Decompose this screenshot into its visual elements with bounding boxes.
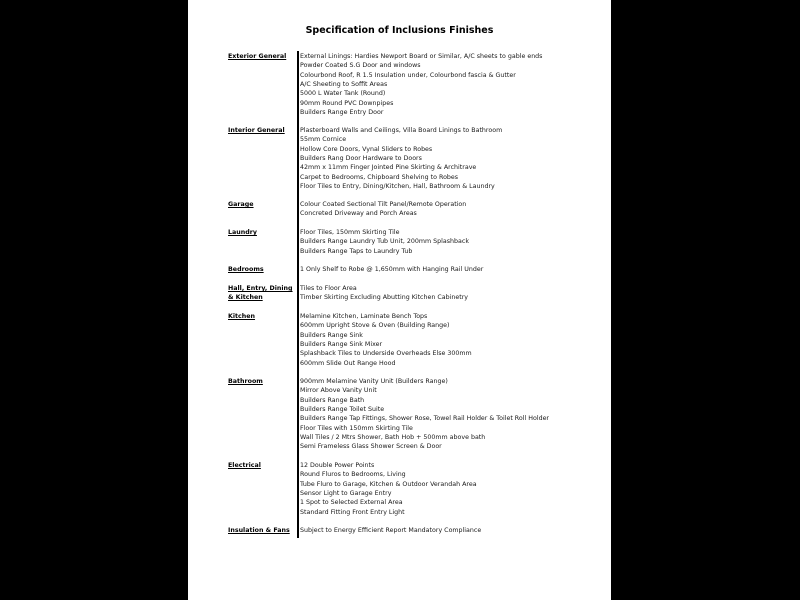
section-label: Bedrooms xyxy=(228,266,264,273)
list-item: Floor Tiles, 150mm Skirting Tile xyxy=(300,229,400,236)
list-item: 5000 L Water Tank (Round) xyxy=(300,90,386,98)
list-item: Tiles to Floor Area xyxy=(300,285,357,292)
list-item: 600mm Slide Out Range Hood xyxy=(300,359,396,367)
list-item: Builders Range Taps to Laundry Tub xyxy=(300,247,413,255)
list-item: Plasterboard Walls and Ceilings, Villa Board Linings to Bathroom xyxy=(300,127,503,134)
section-items xyxy=(300,265,610,274)
list-item: Builders Range Entry Door xyxy=(300,109,384,117)
list-item: Builders Range Tap Fittings, Shower Rose, Towel Rail Holder & Toilet Roll Holder xyxy=(300,415,550,423)
document-page xyxy=(188,0,611,600)
list-item: Builders Range Sink xyxy=(300,331,363,339)
list-item: 12 Double Power Points xyxy=(300,462,375,469)
list-item: Sensor Light to Garage Entry xyxy=(300,490,392,498)
section-label: Garage xyxy=(228,201,254,208)
section-items xyxy=(300,377,610,452)
list-item: 55mm Cornice xyxy=(300,136,347,144)
section-label: Bathroom xyxy=(228,378,263,385)
list-item: Hollow Core Doors, Vynal Sliders to Robes xyxy=(300,145,433,153)
list-item: Colour Coated Sectional Tilt Panel/Remote Operation xyxy=(300,201,467,208)
section-items xyxy=(300,228,610,256)
list-item: Carpet to Bedrooms, Chipboard Shelving to Robes xyxy=(300,173,459,181)
list-item: A/C Sheeting to Soffit Areas xyxy=(300,81,388,89)
list-item: 900mm Melamine Vanity Unit (Builders Range) xyxy=(300,378,448,385)
list-item: Round Fluros to Bedrooms, Living xyxy=(300,471,406,479)
list-item: 600mm Upright Stove & Oven (Building Range) xyxy=(300,322,450,330)
section-label: Electrical xyxy=(228,462,261,469)
section-label: Insulation & Fans xyxy=(228,527,290,534)
list-item: 42mm x 11mm Finger Jointed Pine Skirting & Architrave xyxy=(300,164,477,172)
list-item: 90mm Round PVC Downpipes xyxy=(300,99,394,107)
column-divider xyxy=(297,51,299,538)
section-label: Laundry xyxy=(228,229,257,236)
section-label: Hall, Entry, Dining & Kitchen xyxy=(228,285,293,302)
list-item: Floor Tiles with 150mm Skirting Tile xyxy=(300,424,413,432)
section-label: Kitchen xyxy=(228,313,256,320)
list-item: Builders Rang Door Hardware to Doors xyxy=(300,155,422,163)
section-items xyxy=(300,312,610,368)
section-items xyxy=(300,526,610,535)
list-item: Powder Coated S.G Door and windows xyxy=(300,62,421,70)
list-item: Tube Fluro to Garage, Kitchen & Outdoor Verandah Area xyxy=(300,480,477,488)
list-item: Colourbond Roof, R 1.5 Insulation under, Colourbond fascia & Gutter xyxy=(300,71,516,79)
section-label: Interior General xyxy=(228,127,285,134)
section-items xyxy=(300,126,610,191)
list-item: 1 Spot to Selected External Area xyxy=(300,499,403,507)
list-item: Splashback Tiles to Underside Overheads Else 300mm xyxy=(300,350,472,358)
list-item: Melamine Kitchen, Laminate Bench Tops xyxy=(300,313,428,320)
list-item: Standard Fitting Front Entry Light xyxy=(300,508,405,516)
list-item: External Linings: Hardies Newport Board or Similar, A/C sheets to gable ends xyxy=(300,53,543,60)
list-item: Timber Skirting Excluding Abutting Kitchen Cabinetry xyxy=(300,294,469,302)
list-item: Mirror Above Vanity Unit xyxy=(300,387,377,395)
list-item: 1 Only Shelf to Robe @ 1,650mm with Hanging Rail Under xyxy=(300,266,484,273)
list-item: Floor Tiles to Entry, Dining/Kitchen, Hall, Bathroom & Laundry xyxy=(300,183,495,191)
list-item: Builders Range Bath xyxy=(300,396,365,404)
list-item: Builders Range Laundry Tub Unit, 200mm Splashback xyxy=(300,238,470,246)
document-title: Specification of Inclusions Finishes xyxy=(305,25,494,36)
list-item: Concreted Driveway and Porch Areas xyxy=(300,210,417,218)
list-item: Wall Tiles / 2 Mtrs Shower, Bath Hob + 500mm above bath xyxy=(300,434,486,442)
section-items xyxy=(300,200,610,219)
list-item: Builders Range Toilet Suite xyxy=(300,406,385,414)
section-items xyxy=(300,461,610,517)
list-item: Subject to Energy Efficient Report Mandatory Compliance xyxy=(300,527,482,534)
section-items xyxy=(300,52,610,117)
section-label: Exterior General xyxy=(228,53,287,60)
list-item: Builders Range Sink Mixer xyxy=(300,341,383,349)
list-item: Semi Frameless Glass Shower Screen & Door xyxy=(300,443,442,451)
section-items xyxy=(300,284,610,303)
